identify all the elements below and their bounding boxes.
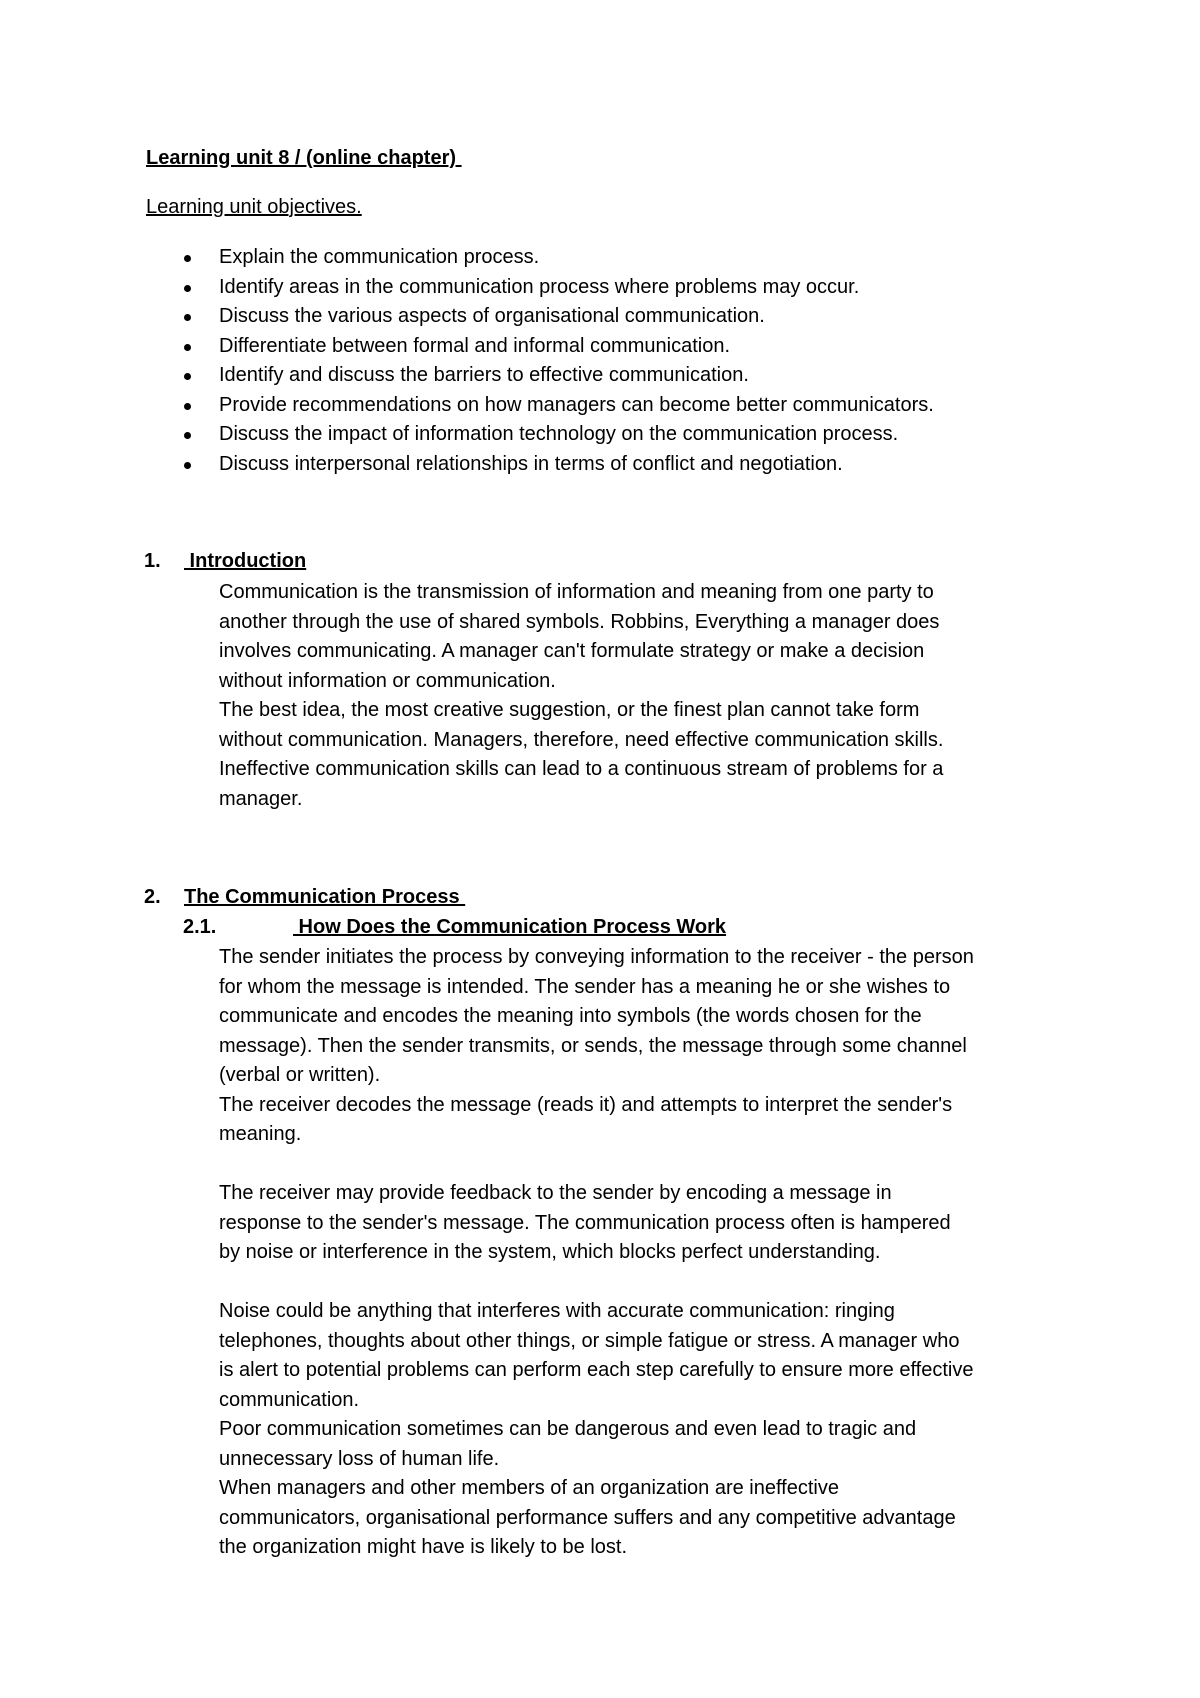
section-2-body: [219, 943, 1099, 1563]
body-line: without communication. Managers, therefore, need effective communication skills.: [219, 728, 944, 751]
body-line: unnecessary loss of human life.: [219, 1447, 500, 1470]
bullet-icon: [184, 344, 191, 351]
objective-item: [146, 273, 1106, 303]
section-1-number: 1.: [144, 550, 161, 572]
body-line: is alert to potential problems can perform each step carefully to ensure more effective: [219, 1359, 974, 1381]
bullet-icon: [184, 462, 191, 469]
body-line: Ineffective communication skills can lead to a continuous stream of problems for a: [219, 758, 944, 780]
body-line: (verbal or written).: [219, 1064, 381, 1086]
paragraph-gap: [219, 1268, 1099, 1298]
subsection-2-1-number: 2.1.: [183, 916, 217, 938]
section-2-heading: [144, 886, 465, 909]
section-1-heading: [144, 550, 306, 573]
bullet-icon: [184, 432, 191, 439]
bullet-icon: [184, 403, 191, 410]
objective-text: Provide recommendations on how managers can become better communicators.: [219, 393, 934, 416]
bullet-icon: [184, 255, 191, 262]
body-line: the organization might have is likely to be lost.: [219, 1536, 627, 1558]
body-line: response to the sender's message. The communication process often is hampered: [219, 1211, 951, 1234]
body-line: involves communicating. A manager can't formulate strategy or make a decision: [219, 640, 925, 662]
body-line: The receiver decodes the message (reads it) and attempts to interpret the sender's: [219, 1093, 953, 1116]
body-line: Poor communication sometimes can be dangerous and even lead to tragic and: [219, 1418, 917, 1440]
objective-item: [146, 391, 1106, 421]
objective-text: Discuss the impact of information technology on the communication process.: [219, 423, 899, 445]
subsection-2-1-heading: [183, 916, 726, 939]
section-2-number: 2.: [144, 886, 161, 908]
objective-text: Discuss interpersonal relationships in terms of conflict and negotiation.: [219, 452, 843, 475]
body-line: communicators, organisational performance suffers and any competitive advantage: [219, 1506, 956, 1529]
objective-text: Explain the communication process.: [219, 246, 540, 268]
objective-item: [146, 450, 1106, 480]
section-1-body: [219, 578, 1099, 814]
section-1-title: Introduction: [184, 550, 307, 572]
objective-item: [146, 302, 1106, 332]
body-line: message). Then the sender transmits, or sends, the message through some channel: [219, 1034, 967, 1057]
subsection-2-1-title: How Does the Communication Process Work: [293, 916, 727, 938]
body-line: Noise could be anything that interferes with accurate communication: ringing: [219, 1300, 895, 1322]
objective-item: [146, 243, 1106, 273]
body-line: meaning.: [219, 1123, 302, 1145]
body-line: another through the use of shared symbols. Robbins, Everything a manager does: [219, 610, 940, 633]
body-line: communication.: [219, 1388, 360, 1411]
document-title: Learning unit 8 / (online chapter): [146, 147, 462, 169]
body-line: manager.: [219, 787, 303, 810]
body-line: The sender initiates the process by conveying information to the receiver - the person: [219, 946, 974, 968]
objective-text: Discuss the various aspects of organisational communication.: [219, 305, 765, 327]
bullet-icon: [184, 314, 191, 321]
body-line: for whom the message is intended. The sender has a meaning he or she wishes to: [219, 975, 951, 998]
objective-text: Differentiate between formal and informal communication.: [219, 334, 730, 357]
objectives-list: [146, 243, 1106, 479]
section-2-title: The Communication Process: [184, 886, 466, 908]
body-line: The receiver may provide feedback to the sender by encoding a message in: [219, 1182, 892, 1204]
body-line: by noise or interference in the system, which blocks perfect understanding.: [219, 1241, 881, 1263]
objective-item: [146, 332, 1106, 362]
body-line: The best idea, the most creative suggestion, or the finest plan cannot take form: [219, 699, 920, 721]
objective-text: Identify areas in the communication process where problems may occur.: [219, 275, 860, 298]
objective-text: Identify and discuss the barriers to effective communication.: [219, 364, 749, 386]
bullet-icon: [184, 373, 191, 380]
bullet-icon: [184, 285, 191, 292]
objective-item: [146, 361, 1106, 391]
body-line: Communication is the transmission of information and meaning from one party to: [219, 581, 934, 603]
objective-item: [146, 420, 1106, 450]
body-line: communicate and encodes the meaning into symbols (the words chosen for the: [219, 1005, 922, 1027]
body-line: without information or communication.: [219, 669, 556, 692]
body-line: When managers and other members of an organization are ineffective: [219, 1477, 839, 1499]
paragraph-gap: [219, 1150, 1099, 1180]
body-line: telephones, thoughts about other things, or simple fatigue or stress. A manager who: [219, 1329, 960, 1352]
objectives-heading: Learning unit objectives.: [146, 196, 362, 218]
